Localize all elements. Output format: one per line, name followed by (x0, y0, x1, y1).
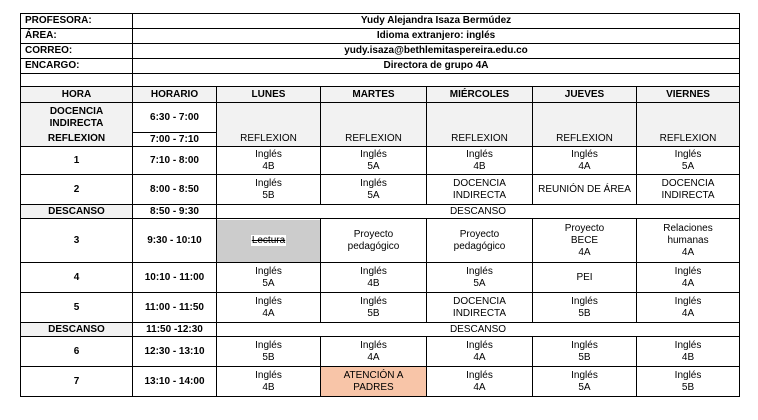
hour-4-lunes: Inglés 5A (217, 263, 321, 293)
hour-6-jueves: Inglés 5B (533, 337, 637, 367)
docencia-line1: DOCENCIA (49, 105, 104, 117)
lectura-text: Lectura (251, 234, 286, 246)
hour-2-horario: 8:00 - 8:50 (133, 175, 217, 205)
hour-2-miercoles: DOCENCIA INDIRECTA (427, 175, 533, 205)
hour-4-viernes: Inglés 4A (637, 263, 740, 293)
profesora-label: PROFESORA: (21, 14, 133, 29)
schedule-sheet (20, 13, 740, 397)
hour-6-viernes: Inglés 4B (637, 337, 740, 367)
hour-3-hora: 3 (21, 219, 133, 263)
hour-3-jueves: Proyecto BECE 4A (533, 219, 637, 263)
spacer-cell (21, 74, 133, 87)
hour-5-lunes: Inglés 4A (217, 293, 321, 323)
hour-4-martes: Inglés 4B (321, 263, 427, 293)
area-label: ÁREA: (21, 29, 133, 44)
hour-5-horario: 11:00 - 11:50 (133, 293, 217, 323)
hour-1-jueves: Inglés 4A (533, 147, 637, 175)
correo-label: CORREO: (21, 44, 133, 59)
row-reflexion (21, 133, 740, 147)
hour-3-martes: Proyecto pedagógico (321, 219, 427, 263)
hour-6-hora: 6 (21, 337, 133, 367)
reflexion-horario: 7:00 - 7:10 (133, 133, 217, 147)
hour-2-viernes: DOCENCIA INDIRECTA (637, 175, 740, 205)
hour-5-martes: Inglés 5B (321, 293, 427, 323)
docencia-lunes (217, 103, 321, 133)
hour-4-miercoles: Inglés 5A (427, 263, 533, 293)
encargo-value: Directora de grupo 4A (133, 59, 740, 74)
correo-value: yudy.isaza@bethlemitaspereira.edu.co (133, 44, 740, 59)
info-row-correo (21, 44, 740, 59)
hour-4-horario: 10:10 - 11:00 (133, 263, 217, 293)
descanso-2-horario: 11:50 -12:30 (133, 323, 217, 337)
hour-3-viernes: Relaciones humanas 4A (637, 219, 740, 263)
hour-5-miercoles: DOCENCIA INDIRECTA (427, 293, 533, 323)
hour-7-jueves: Inglés 5A (533, 367, 637, 397)
hour-6-horario: 12:30 - 13:10 (133, 337, 217, 367)
row-descanso-1 (21, 205, 740, 219)
hour-2-hora: 2 (21, 175, 133, 205)
hour-1-hora: 1 (21, 147, 133, 175)
docencia-horario: 6:30 - 7:00 (133, 103, 217, 133)
header-lunes: LUNES (217, 87, 321, 103)
row-hour-3 (21, 219, 740, 263)
schedule-table (20, 13, 740, 397)
descanso-2-hora: DESCANSO (21, 323, 133, 337)
hour-1-horario: 7:10 - 8:00 (133, 147, 217, 175)
hour-4-hora: 4 (21, 263, 133, 293)
hour-3-lunes (217, 219, 321, 263)
descanso-1-horario: 8:50 - 9:30 (133, 205, 217, 219)
row-docencia (21, 103, 740, 133)
docencia-hora (21, 103, 133, 133)
hour-7-hora: 7 (21, 367, 133, 397)
reflexion-miercoles: REFLEXIÓN (427, 133, 533, 147)
header-martes: MARTES (321, 87, 427, 103)
hour-7-martes: ATENCIÓN A PADRES (321, 367, 427, 397)
descanso-1-text: DESCANSO (217, 205, 740, 219)
row-hour-4 (21, 263, 740, 293)
header-miercoles: MIÉRCOLES (427, 87, 533, 103)
docencia-martes (321, 103, 427, 133)
header-jueves: JUEVES (533, 87, 637, 103)
spacer-row (21, 74, 740, 87)
row-hour-2 (21, 175, 740, 205)
info-row-area (21, 29, 740, 44)
column-header-row (21, 87, 740, 103)
row-descanso-2 (21, 323, 740, 337)
hour-1-viernes: Inglés 5A (637, 147, 740, 175)
row-hour-6 (21, 337, 740, 367)
hour-2-lunes: Inglés 5B (217, 175, 321, 205)
hour-3-horario: 9:30 - 10:10 (133, 219, 217, 263)
info-row-profesora (21, 14, 740, 29)
hour-1-martes: Inglés 5A (321, 147, 427, 175)
row-hour-5 (21, 293, 740, 323)
hour-5-viernes: Inglés 4A (637, 293, 740, 323)
docencia-jueves (533, 103, 637, 133)
reflexion-martes: REFLEXIÓN (321, 133, 427, 147)
header-hora: HORA (21, 87, 133, 103)
reflexion-viernes: REFLEXIÓN (637, 133, 740, 147)
hour-7-horario: 13:10 - 14:00 (133, 367, 217, 397)
hour-5-jueves: Inglés 5B (533, 293, 637, 323)
profesora-value: Yudy Alejandra Isaza Bermúdez (133, 14, 740, 29)
hour-6-martes: Inglés 4A (321, 337, 427, 367)
reflexion-jueves: REFLEXIÓN (533, 133, 637, 147)
reflexion-lunes: REFLEXIÓN (217, 133, 321, 147)
header-viernes: VIERNES (637, 87, 740, 103)
header-horario: HORARIO (133, 87, 217, 103)
row-hour-7 (21, 367, 740, 397)
encargo-label: ENCARGO: (21, 59, 133, 74)
area-value: Idioma extranjero: inglés (133, 29, 740, 44)
hour-5-hora: 5 (21, 293, 133, 323)
hour-6-lunes: Inglés 5B (217, 337, 321, 367)
docencia-line2: INDIRECTA (49, 117, 104, 129)
reflexion-hora: REFLEXIÓN (21, 133, 133, 147)
hour-2-martes: Inglés 5A (321, 175, 427, 205)
row-hour-1 (21, 147, 740, 175)
hour-1-lunes: Inglés 4B (217, 147, 321, 175)
descanso-2-text: DESCANSO (217, 323, 740, 337)
hour-3-miercoles: Proyecto pedagógico (427, 219, 533, 263)
descanso-1-hora: DESCANSO (21, 205, 133, 219)
docencia-miercoles (427, 103, 533, 133)
info-row-encargo (21, 59, 740, 74)
hour-1-miercoles: Inglés 4B (427, 147, 533, 175)
hour-4-jueves: PEI (533, 263, 637, 293)
hour-7-lunes: Inglés 4B (217, 367, 321, 397)
hour-6-miercoles: Inglés 4A (427, 337, 533, 367)
hour-7-miercoles: Inglés 4A (427, 367, 533, 397)
docencia-viernes (637, 103, 740, 133)
hour-7-viernes: Inglés 5B (637, 367, 740, 397)
hour-2-jueves: REUNIÓN DE ÁREA (533, 175, 637, 205)
